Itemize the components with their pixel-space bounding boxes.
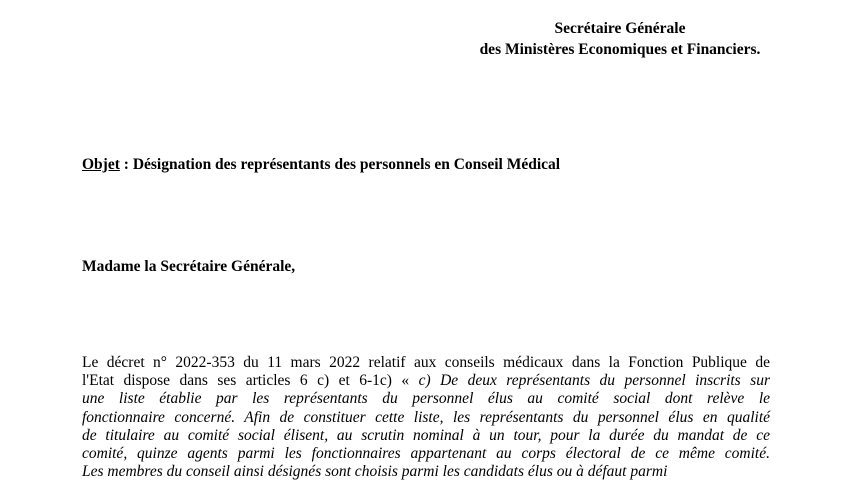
paragraph-line-quote: c) De deux représentants du personnel inscrits sur [418, 372, 770, 390]
object-label: Objet [82, 156, 120, 173]
recipient-block [420, 18, 820, 60]
recipient-title: Secrétaire Générale [554, 20, 686, 37]
object-line [82, 154, 560, 175]
paragraph-line: fonctionnaire concerné. Afin de constituer cette liste, les représentants du personnel élus en qualité [82, 408, 770, 426]
object-separator: : [119, 156, 133, 173]
paragraph-line: de titulaire au comité social élisent, au scrutin nominal à un tour, pour la durée du mandat de ce [82, 426, 770, 444]
salutation: Madame la Secrétaire Générale, [82, 258, 296, 275]
paragraph-line-normal: l'Etat dispose dans ses articles 6 c) et 6-1c) « [82, 372, 419, 390]
body-paragraph [82, 354, 770, 481]
paragraph-line: comité, quinze agents parmi les fonctionnaires appartenant au corps électoral de ce même comité. [82, 445, 770, 463]
paragraph-line [82, 372, 770, 390]
paragraph-line: Le décret n° 2022-353 du 11 mars 2022 relatif aux conseils médicaux dans la Fonction Publique de [82, 354, 770, 371]
recipient-organization: des Ministères Economiques et Financiers. [479, 41, 761, 58]
paragraph-line-cut: Les membres du conseil ainsi désignés sont choisis parmi les candidats élus ou à défaut parmi [82, 463, 668, 481]
object-text: Désignation des représentants des personnels en Conseil Médical [132, 156, 561, 173]
paragraph-line: une liste établie par les représentants du personnel élus au comité social dont relève le [82, 390, 770, 408]
